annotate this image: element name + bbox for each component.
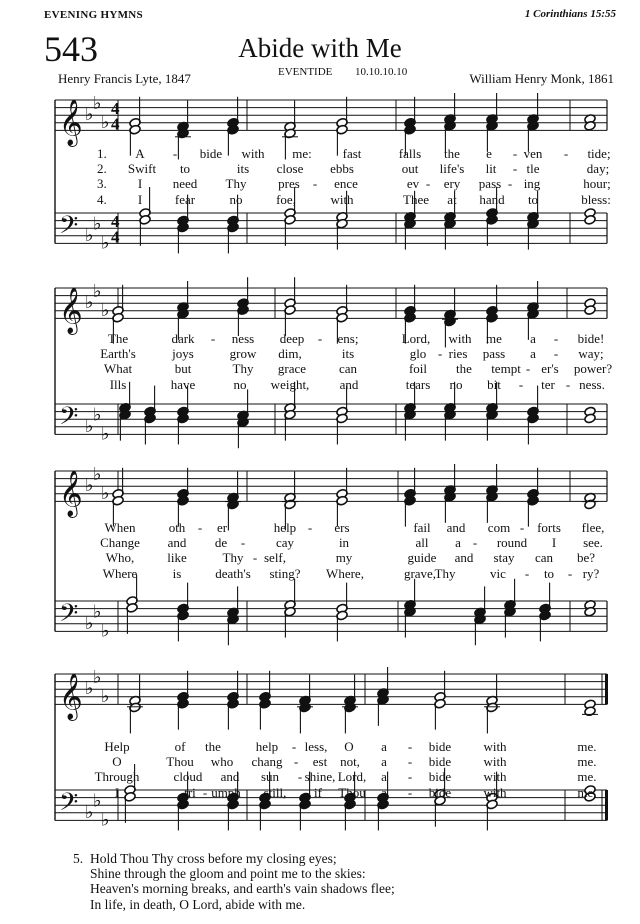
flat-sign: ♭ [93,213,102,235]
lyric-syllable: its [341,346,355,362]
lyric-syllable: I [137,176,143,192]
lyric-syllable: - [567,565,573,581]
lyric-syllable: me. [577,769,597,785]
lyric-syllable: - [317,331,323,346]
lyric-syllable: power? [573,361,613,377]
lyric-syllable: Thou [338,784,366,800]
lyric-syllable: - [507,176,513,192]
flat-sign: ♭ [93,601,102,623]
lyric-syllable: bide [428,784,452,800]
lyric-syllable: no [229,191,243,207]
flat-sign: ♭ [93,463,102,485]
lyric-syllable: cay [275,535,295,551]
lyric-syllable: me. [577,739,597,754]
treble-clef: 𝄞 [59,673,83,720]
verse-number: 1. [97,146,107,161]
lyric-syllable: O [112,754,122,770]
bass-clef: 𝄢 [59,210,79,246]
lyric-syllable: if [314,784,322,800]
lyric-syllable: tempt [491,361,521,377]
lyric-syllable: its [236,161,250,177]
lyric-syllable: in [338,535,350,551]
lyric-syllable: Through [94,769,140,785]
lyric-syllable: with [483,739,507,754]
lyric-syllable: is [172,565,182,581]
lyric-syllable: with [483,784,507,800]
lyric-syllable: Earth's [100,346,136,362]
lyric-syllable: O [344,739,354,754]
lyric-syllable: and [339,376,359,392]
lyric-syllable: - [519,520,525,535]
lyric-syllable: er [216,520,228,535]
lyric-syllable: help [255,739,279,754]
lyric-syllable: sting? [269,565,301,581]
lyric-syllable: out [401,161,419,177]
flat-sign: ♭ [85,224,94,246]
lyric-syllable: fail [413,520,431,535]
lyric-syllable: com [487,520,511,535]
lyric-syllable: all [415,535,429,551]
lyric-syllable: ery [443,176,461,192]
lyric-syllable: The [107,331,129,346]
lyric-syllable: pass [478,176,502,192]
bass-clef: 𝄢 [59,401,79,437]
flat-sign: ♭ [101,809,110,831]
lyric-syllable: ven [523,146,543,161]
lyric-syllable: - [518,376,524,392]
lyric-syllable: ebbs [330,161,354,177]
lyric-syllable: fast [342,146,362,161]
lyric-syllable: still, [263,784,287,800]
hymn-number: 543 [44,29,98,69]
lyric-syllable: - [202,784,208,800]
flat-sign: ♭ [93,280,102,302]
lyric-syllable: deep [279,331,305,346]
lyric-syllable: ry? [582,565,600,581]
lyric-syllable: - [524,565,530,581]
lyric-syllable: with [330,191,354,207]
lyric-syllable: me: [292,146,312,161]
flat-sign: ♭ [85,415,94,437]
lyric-syllable: - [565,376,571,392]
lyric-syllable: death's [215,565,251,581]
flat-sign: ♭ [101,111,110,133]
lyric-syllable: self, [263,550,287,566]
lyric-syllable: joys [172,346,194,362]
lyric-syllable: glo [409,346,427,362]
lyric-syllable: not, [340,754,360,770]
bass-clef: 𝄢 [59,787,79,823]
lyric-syllable: - [407,754,413,770]
composer: William Henry Monk, 1861 [469,71,614,86]
lyric-syllable: foe, [276,191,296,207]
lyric-syllable: - [312,176,318,192]
lyric-syllable: bit [487,376,501,392]
lyric-syllable: - [172,146,178,161]
time-signature-bottom: 4 [111,227,120,247]
lyric-syllable: a [381,754,387,770]
lyric-syllable: me. [577,784,597,800]
lyric-syllable: ers [334,520,350,535]
lyric-syllable: - [437,346,443,362]
lyric-syllable: ries [448,346,468,362]
lyric-syllable: lit [485,161,497,177]
lyric-syllable: hand [479,191,505,207]
lyric-syllable: I [137,191,143,207]
lyric-syllable: pres [278,176,300,192]
lyric-syllable: - [293,754,299,770]
lyric-syllable: Thy [434,565,456,581]
lyric-syllable: ter [541,376,555,392]
lyric-syllable: me. [577,754,597,770]
lyric-syllable: Lord, [337,769,367,785]
lyric-syllable: and [446,520,466,535]
extra-verse [73,851,395,912]
lyric-syllable: - [240,535,246,551]
lyric-syllable: bless: [581,191,611,207]
lyric-syllable: fear [174,191,196,207]
flat-sign: ♭ [101,232,110,254]
lyric-syllable: grace [277,361,307,377]
verse-number: 2. [97,161,107,177]
lyric-syllable: me [486,331,502,346]
lyric-syllable: grow [229,346,257,362]
lyric-syllable: tle [526,161,540,177]
lyric-syllable: a [530,346,536,362]
lyric-syllable: bide [428,754,452,770]
verse-number: 3. [97,176,107,192]
lyric-syllable: umph [211,784,241,800]
lyric-syllable: the [456,361,472,377]
lyric-syllable: Who, [105,550,135,566]
lyric-syllable: cloud [173,769,203,785]
meter: 10.10.10.10 [355,66,408,78]
lyric-syllable: with [483,754,507,770]
flat-sign: ♭ [93,404,102,426]
lyric-syllable: - [512,161,518,177]
lyric-syllable: - [197,520,203,535]
verse-number: 4. [97,191,107,207]
final-bar-line [605,674,608,704]
flat-sign: ♭ [85,104,94,126]
lyric-syllable: Thy [232,361,254,377]
flat-sign: ♭ [101,685,110,707]
lyric-syllable: close [276,161,304,177]
lyric-syllable: tears [405,376,431,392]
lyric-syllable: When [104,520,136,535]
lyric-syllable: a [530,331,536,346]
lyric-syllable: a [455,535,461,551]
flat-sign: ♭ [101,299,110,321]
lyric-syllable: with [448,331,472,346]
treble-clef: 𝄞 [59,470,83,517]
lyric-syllable: Swift [127,161,157,177]
lyric-syllable: at [447,191,457,207]
lyric-syllable: foil [408,361,428,377]
lyric-syllable: my [335,550,353,566]
lyric-syllable: and [220,769,240,785]
lyric-syllable: er's [541,361,559,377]
lyric-syllable: Ills [109,376,127,392]
lyric-syllable: bide [428,739,452,754]
extra-verse-line: Heaven's morning breaks, and earth's vain shadows flee; [90,881,395,897]
section-header: EVENING HYMNS [44,9,143,21]
lyric-syllable: Where, [326,565,364,581]
lyric-syllable: Thee [403,191,429,207]
lyric-syllable: bide! [577,331,605,346]
extra-verse-number: 5. [73,851,84,866]
lyric-syllable: to [179,161,191,177]
lyricist: Henry Francis Lyte, 1847 [58,71,191,86]
lyric-syllable: have [170,376,196,392]
lyric-syllable: pass [482,346,506,362]
lyric-syllable: est [312,754,328,770]
lyric-syllable: oth [168,520,186,535]
lyric-syllable: bide [428,769,452,785]
lyric-syllable: - [553,331,559,346]
extra-verse-line: In life, in death, O Lord, abide with me. [90,896,306,912]
lyric-syllable: - [525,361,531,377]
lyric-syllable: ness. [579,376,605,392]
treble-clef: 𝄞 [59,99,83,146]
lyric-syllable: less, [304,739,328,754]
lyric-syllable: a [381,739,387,754]
flat-sign: ♭ [101,423,110,445]
lyric-syllable: A [135,146,145,161]
flat-sign: ♭ [101,482,110,504]
lyric-syllable: to [527,191,539,207]
lyric-syllable: forts [537,520,561,535]
flat-sign: ♭ [85,801,94,823]
tune-name: EVENTIDE [278,66,333,78]
flat-sign: ♭ [85,612,94,634]
lyric-syllable: - [472,535,478,551]
lyric-syllable: ens; [337,331,359,346]
lyric-syllable: - [307,520,313,535]
lyric-syllable: vic [490,565,506,581]
lyric-syllable: Thy [225,176,247,192]
lyric-syllable: e [486,146,492,161]
lyric-syllable: Thou [166,754,194,770]
lyric-syllable: de [214,535,228,551]
lyric-syllable: see. [583,535,603,551]
lyric-syllable: - [407,769,413,785]
lyric-syllable: way; [578,346,604,362]
lyric-syllable: dim, [278,346,302,362]
lyric-syllable: with [483,769,507,785]
lyric-syllable: grave, [403,565,437,581]
flat-sign: ♭ [93,666,102,688]
lyric-syllable: and [454,550,474,566]
lyric-syllable: I [551,535,557,551]
lyric-syllable: - [252,550,258,566]
hymn-title: Abide with Me [238,33,402,63]
lyric-syllable: a [381,784,387,800]
lyric-syllable: can [534,550,554,566]
lyric-syllable: ev [406,176,420,192]
lyric-syllable: a [381,769,387,785]
lyric-syllable: with [241,146,265,161]
lyric-syllable: can [338,361,358,377]
lyric-syllable: - [291,739,297,754]
lyric-syllable: tide; [587,146,611,161]
lyric-syllable: the [444,146,460,161]
time-signature-top: 4 [111,212,120,232]
lyric-syllable: guide [407,550,437,566]
lyric-syllable: ness [231,331,255,346]
lyric-syllable: Help [104,739,130,754]
lyric-syllable: - [407,784,413,800]
lyric-syllable: - [210,331,216,346]
lyric-syllable: What [103,361,133,377]
lyric-syllable: bide [199,146,223,161]
lyric-syllable: - [407,739,413,754]
scripture-reference: 1 Corinthians 15:55 [524,8,616,20]
lyric-syllable: Thy [222,550,244,566]
lyric-syllable: Lord, [401,331,431,346]
lyric-syllable: flee, [581,520,605,535]
extra-verse-line: Hold Thou Thy cross before my closing eyes; [90,851,337,866]
lyric-syllable: falls [398,146,422,161]
lyric-syllable: shine, [304,769,336,785]
lyric-syllable: chang [251,754,283,770]
time-signature-top: 4 [111,99,120,119]
flat-sign: ♭ [101,620,110,642]
lyric-syllable: sun [260,769,280,785]
lyric-syllable: but [174,361,192,377]
lyric-syllable: day; [586,161,610,177]
lyric-syllable: Change [100,535,140,551]
flat-sign: ♭ [85,678,94,700]
lyric-syllable: the [205,739,221,754]
lyric-syllable: and [167,535,187,551]
bass-clef: 𝄢 [59,598,79,634]
lyric-syllable: no [449,376,463,392]
lyric-syllable: no [233,376,247,392]
lyric-syllable: round [496,535,528,551]
lyric-syllable: ing [523,176,541,192]
lyric-syllable: stay [493,550,515,566]
lyric-syllable: - [553,346,559,362]
lyric-syllable: be? [576,550,596,566]
lyric-syllable: - [563,146,569,161]
lyric-syllable: tri [184,784,196,800]
lyric-syllable: - [425,176,431,192]
flat-sign: ♭ [85,475,94,497]
flat-sign: ♭ [93,92,102,114]
time-signature-bottom: 4 [111,114,120,134]
lyric-syllable: hour; [583,176,611,192]
lyric-syllable: - [512,146,518,161]
flat-sign: ♭ [85,292,94,314]
lyric-syllable: like [167,550,187,566]
lyric-syllable: life's [439,161,465,177]
lyric-syllable: ence [334,176,358,192]
lyric-syllable: need [172,176,198,192]
treble-clef: 𝄞 [59,287,83,334]
lyric-syllable: - [297,769,303,785]
lyric-syllable: help [273,520,297,535]
lyric-syllable: weight, [270,376,310,392]
lyric-syllable: who [210,754,234,770]
lyric-syllable: Where [102,565,138,581]
lyric-syllable: to [543,565,555,581]
flat-sign: ♭ [93,790,102,812]
lyric-syllable: of [174,739,186,754]
lyric-syllable: dark [171,331,195,346]
extra-verse-line: Shine through the gloom and point me to the skies: [90,866,366,882]
lyric-syllable: I [114,784,120,800]
final-bar-line [605,790,608,820]
